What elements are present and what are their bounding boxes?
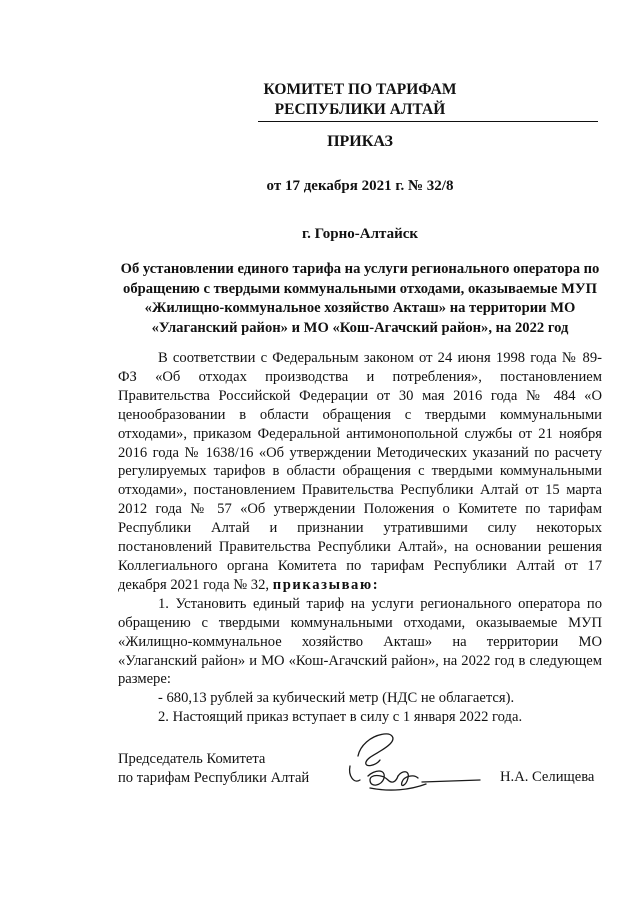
signatory-position [118,750,309,788]
document-date-number: от 17 декабря 2021 г. № 32/8 [266,178,454,194]
handwritten-signature [340,726,500,806]
signatory-position-line-2: по тарифам Республики Алтай [118,770,310,786]
issuer-line-1: КОМИТЕТ ПО ТАРИФАМ [263,81,457,98]
header-divider [258,121,598,122]
item-1: 1. Установить единый тариф на услуги регионального оператора по обращению с твердыми коммунальными отходами, оказываемые МУП «Жилищно-коммунальное хозяйство Акташ» на территории МО «Улаганский район» и МО «Кош-Агачский район», на 2022 год в следующем размере: [118,595,602,688]
document-title: Об установлении единого тарифа на услуги регионального оператора по обращению с твердыми коммунальными отходами, оказываемые МУП «Жилищно-коммунальное хозяйство Акташ» на территории МО «Улаганский район» и МО «Кош-Агачский район», на 2022 год [120,261,600,336]
document-body [118,349,602,727]
signatory-name: Н.А. Селищева [500,769,595,785]
item-1-value: - 680,13 рублей за кубический метр (НДС не облагается). [158,690,515,707]
preamble-text: В соответствии с Федеральным законом от 24 июня 1998 года № 89-ФЗ «Об отходах производства и потребления», постановлением Правительства Российской Федерации от 30 мая 2016 года № 484 «О ценообразовании в области обращения с твердыми коммунальными отходами», приказом Федеральной антимонопольной службы от 21 ноября 2016 года № 1638/16 «Об утверждении Методических указаний по расчету регулируемых тарифов в области обращения с твердыми коммунальными отходами», постановлением Правительства Республики Алтай от 15 марта 2012 года № 57 «Об утверждении Положения о Комитете по тарифам Республики Алтай и признании утратившими силу некоторых постановлений Правительства Республики Алтай», на основании решения Коллегиального органа Комитета по тарифам Республики Алтай от 17 декабря 2021 года № 32, [118,350,602,593]
signatory-position-line-1: Председатель Комитета [118,751,266,767]
document-type: ПРИКАЗ [327,133,393,150]
issuer-line-2: РЕСПУБЛИКИ АЛТАЙ [274,101,446,118]
orders-word: приказываю: [272,576,380,593]
preamble-paragraph [118,349,602,595]
document-city: г. Горно-Алтайск [301,226,419,242]
item-2: 2. Настоящий приказ вступает в силу с 1 января 2022 года. [158,709,523,726]
